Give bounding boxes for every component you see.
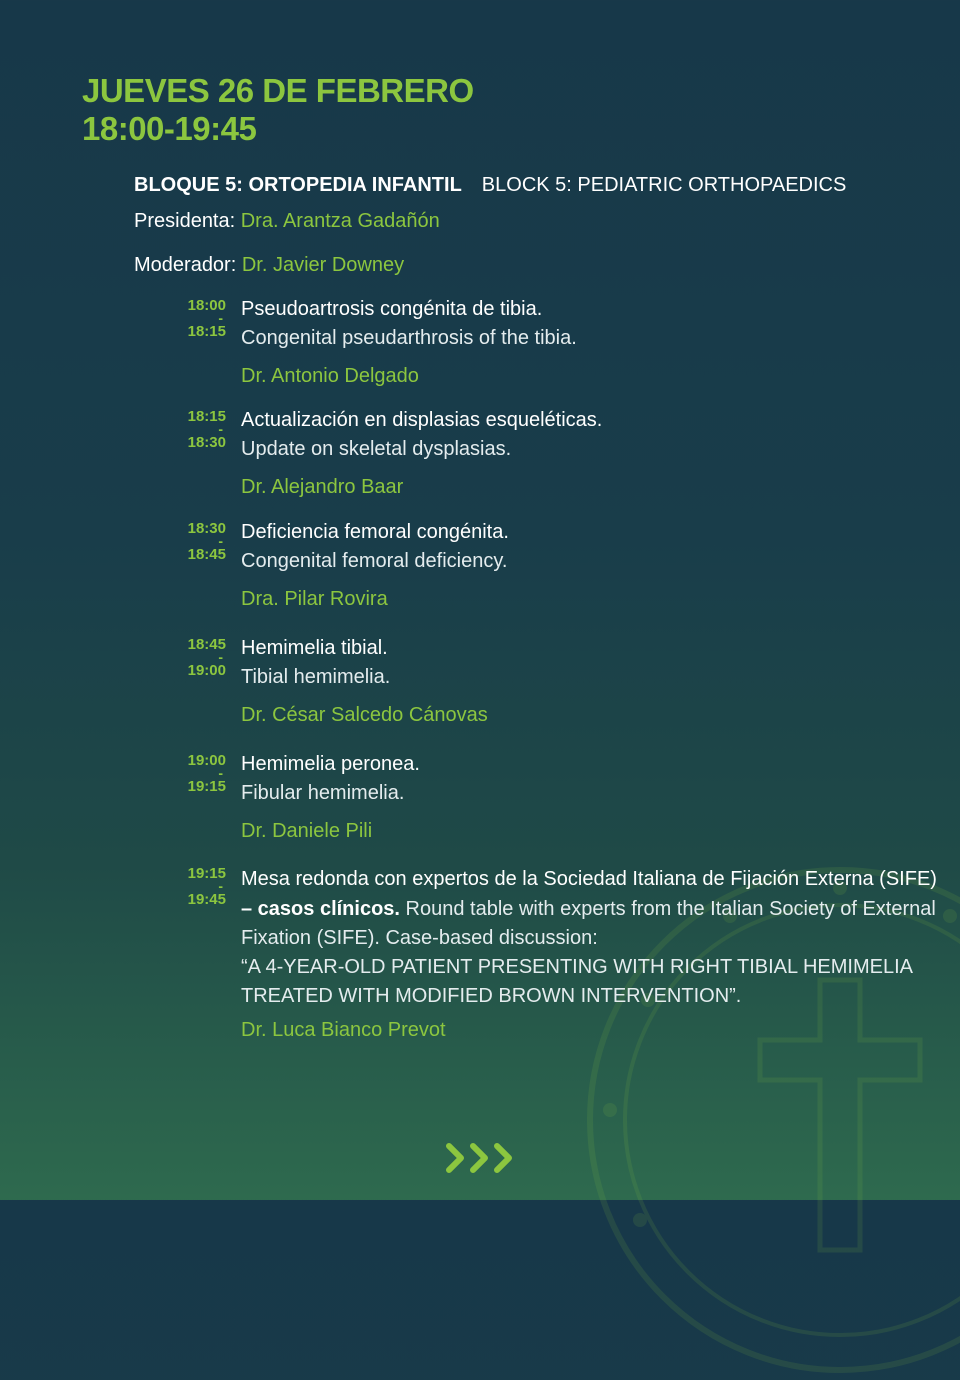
session-title-es: Pseudoartrosis congénita de tibia. — [241, 298, 543, 320]
session-start: 19:00 — [187, 752, 226, 769]
session-subtitle-es: – casos clínicos. — [241, 898, 400, 920]
time-dash: - — [218, 310, 223, 326]
session-time — [170, 753, 226, 795]
day-title: JUEVES 26 DE FEBRERO — [82, 72, 474, 109]
moderador-label: Moderador: — [134, 254, 237, 276]
session-speaker: Dra. Pilar Rovira — [241, 588, 388, 610]
session-title-es: Deficiencia femoral congénita. — [241, 521, 509, 543]
session-end: 18:15 — [187, 323, 226, 340]
session-title-es: Hemimelia tibial. — [241, 637, 388, 659]
session-time — [170, 298, 226, 340]
presidenta-name: Dra. Arantza Gadañón — [240, 210, 440, 232]
session-title-en: Congenital pseudarthrosis of the tibia. — [241, 327, 577, 349]
time-dash: - — [218, 649, 223, 665]
session-start: 18:30 — [187, 520, 226, 537]
session-title-es: Mesa redonda con expertos de la Sociedad Italiana de Fijación Externa (SIFE) — [241, 868, 937, 890]
session-speaker: Dr. Alejandro Baar — [241, 476, 404, 498]
session-title-en: Tibial hemimelia. — [241, 666, 391, 688]
session-start: 18:45 — [187, 636, 226, 653]
session-end: 18:45 — [187, 546, 226, 563]
session-quote: “A 4-YEAR-OLD PATIENT PRESENTING WITH RIGHT TIBIAL HEMIMELIA TREATED WITH MODIFIED BROWN INTERVENTION”. — [241, 956, 912, 1007]
time-dash: - — [218, 765, 223, 781]
block-title-es: BLOQUE 5: ORTOPEDIA INFANTIL — [134, 174, 462, 196]
block-title-en: BLOCK 5: PEDIATRIC ORTHOPAEDICS — [481, 174, 847, 196]
presidenta-line — [134, 210, 440, 233]
moderador-line — [134, 254, 404, 277]
session-speaker: Dr. Daniele Pili — [241, 820, 373, 842]
time-dash: - — [218, 878, 223, 894]
session-speaker: Dr. César Salcedo Cánovas — [241, 704, 488, 726]
session-start: 18:15 — [187, 408, 226, 425]
session-title-es: Actualización en displasias esqueléticas. — [241, 409, 603, 431]
session-end: 18:30 — [187, 434, 226, 451]
block-title — [134, 174, 846, 197]
time-dash: - — [218, 533, 223, 549]
time-dash: - — [218, 421, 223, 437]
chevrons-right-icon[interactable] — [443, 1138, 517, 1178]
schedule-header — [82, 72, 474, 148]
session-end: 19:00 — [187, 662, 226, 679]
session-speaker: Dr. Antonio Delgado — [241, 365, 419, 387]
moderador-name: Dr. Javier Downey — [241, 254, 405, 276]
session-end: 19:15 — [187, 778, 226, 795]
session-speaker: Dr. Luca Bianco Prevot — [241, 1019, 446, 1041]
presidenta-label: Presidenta: — [134, 210, 236, 232]
session-title-en: Update on skeletal dysplasias. — [241, 438, 512, 460]
session-title-en: Congenital femoral deficiency. — [241, 550, 508, 572]
session-title-es: Hemimelia peronea. — [241, 753, 420, 775]
session-title-en: Round table with experts from the Italian Society of External Fixation (SIFE). Case-based discussion: — [241, 898, 936, 949]
session-title-en: Fibular hemimelia. — [241, 782, 405, 804]
time-range: 18:00-19:45 — [82, 110, 257, 147]
session-time — [170, 409, 226, 451]
session-time — [170, 637, 226, 679]
session-time — [170, 521, 226, 563]
session-description — [241, 895, 941, 1011]
session-start: 19:15 — [187, 865, 226, 882]
session-end: 19:45 — [187, 891, 226, 908]
session-time — [170, 866, 226, 908]
session-start: 18:00 — [187, 297, 226, 314]
